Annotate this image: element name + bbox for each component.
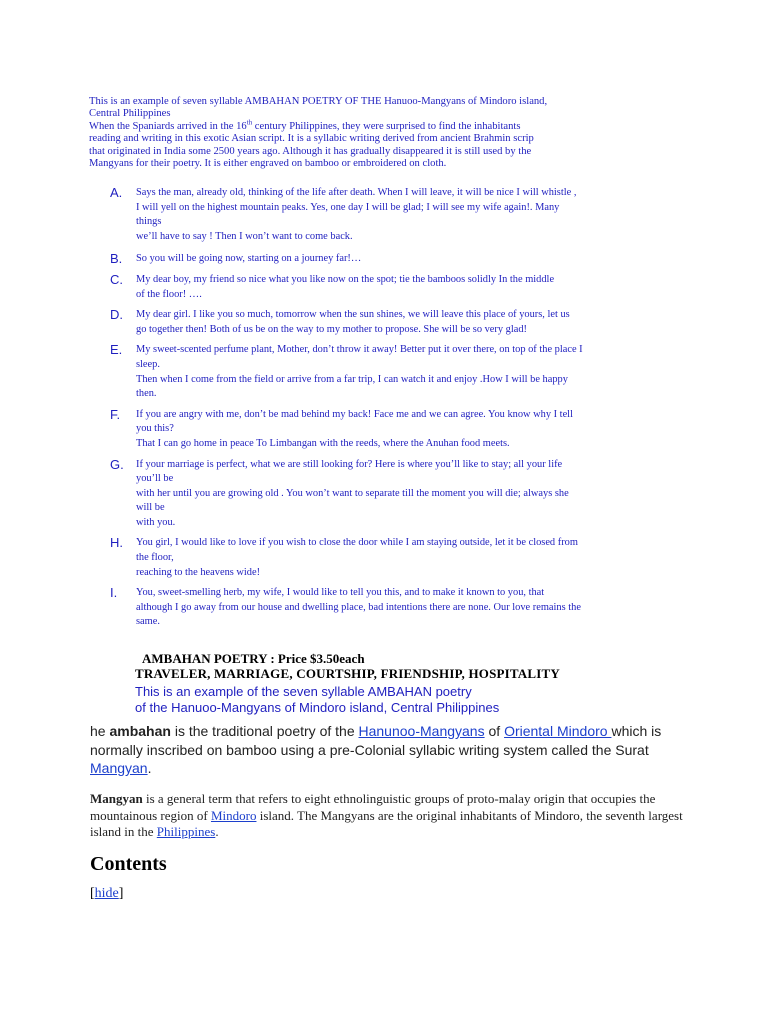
poem-list xyxy=(110,186,690,630)
ambahan-price-title: AMBAHAN POETRY : Price $3.50each xyxy=(142,651,365,666)
poem-item xyxy=(110,536,690,580)
poem-line: we’ll have to say ! Then I won’t want to come back. xyxy=(136,230,353,242)
intro-line: reading and writing in this exotic Asian script. It is a syllabic writing derived from ancient Brahmin scrip xyxy=(89,133,534,145)
poem-text xyxy=(136,252,690,267)
poem-line: will be xyxy=(136,502,165,514)
poem-item xyxy=(110,252,690,267)
poem-text xyxy=(136,408,690,452)
poem-letter: H. xyxy=(110,535,123,551)
poem-line: with you. xyxy=(136,516,176,528)
poem-line: Says the man, already old, thinking of the life after death. When I will leave, it will be nice I will whistle , xyxy=(136,187,577,198)
poem-item xyxy=(110,408,690,452)
intro-line: Central Philippines xyxy=(89,108,171,120)
poem-text xyxy=(136,586,690,630)
poem-line: That I can go home in peace To Limbangan with the reeds, where the Anuhan food meets. xyxy=(136,437,510,449)
poem-letter: F. xyxy=(110,406,121,422)
hide-toc-link[interactable]: hide xyxy=(94,886,119,901)
mangyan-wiki-paragraph xyxy=(90,791,690,841)
poem-text xyxy=(136,458,690,531)
intro-line: This is an example of seven syllable AMBAHAN POETRY OF THE Hanuoo-Mangyans of Mindoro island, xyxy=(89,96,548,107)
poem-letter: D. xyxy=(110,307,123,323)
ambahan-desc-line: This is an example of the seven syllable AMBAHAN poetry xyxy=(135,684,472,699)
poem-line: then. xyxy=(136,388,157,400)
ordinal-suffix: th xyxy=(246,118,253,127)
poem-line: although I go away from our house and dwelling place, bad intentions there are none. Our love remains the xyxy=(136,601,581,613)
poem-line: go together then! Both of us be on the way to my mother to propose. She will be so very glad! xyxy=(136,323,528,335)
hanunoo-mangyans-link[interactable]: Hanunoo-Mangyans xyxy=(358,723,485,739)
ambahan-categories: TRAVELER, MARRIAGE, COURTSHIP, FRIENDSHIP, HOSPITALITY xyxy=(135,666,560,681)
poem-line: Then when I come from the field or arrive from a far trip, I can watch it and enjoy .How I will be happy xyxy=(136,373,568,385)
intro-line: that originated in India some 2500 years ago. Although it has gradually disappeared it is still used by the xyxy=(89,145,532,157)
poem-text xyxy=(136,536,690,580)
poem-line: I will yell on the highest mountain peaks. Yes, one day I will be glad; I will see my wife again!. Many xyxy=(136,201,560,213)
paragraph-text: is a general term that refers to eight ethnolinguistic groups of proto-malay origin that occupies the mountainous region of xyxy=(90,791,656,823)
oriental-mindoro-link[interactable]: Oriental Mindoro xyxy=(504,723,612,739)
philippines-link[interactable]: Philippines xyxy=(156,824,216,839)
poem-line: of the floor! …. xyxy=(136,288,202,300)
poem-line: My sweet-scented perfume plant, Mother, don’t throw it away! Better put it over there, on top of the place I xyxy=(136,344,583,356)
poem-line: My dear boy, my friend so nice what you like now on the spot; tie the bamboos solidly In the middle xyxy=(136,273,555,285)
mindoro-link[interactable]: Mindoro xyxy=(210,807,257,823)
poem-line: with her until you are growing old . You won’t want to separate till the moment you will die; always she xyxy=(136,487,569,499)
poem-line: You girl, I would like to love if you wish to close the door while I am staying outside, let it be closed from xyxy=(136,537,578,549)
intro-text: century Philippines, they were surprised to find the inhabitants xyxy=(252,120,521,132)
poem-line: the floor, xyxy=(136,552,174,564)
intro-line: Mangyans for their poetry. It is either engraved on bamboo or embroidered on cloth. xyxy=(89,158,447,170)
poem-line: sleep. xyxy=(136,358,160,370)
paragraph-text: . xyxy=(215,824,219,839)
poem-item xyxy=(110,273,690,302)
poem-line: If your marriage is perfect, what we are still looking for? Here is where you’ll like to stay; all your life xyxy=(136,458,563,470)
poem-letter: E. xyxy=(110,342,123,358)
poem-item xyxy=(110,186,690,244)
poem-item xyxy=(110,458,690,531)
poem-line: reaching to the heavens wide! xyxy=(136,566,261,578)
poem-letter: A. xyxy=(110,185,123,200)
poem-line: same. xyxy=(136,616,160,628)
paragraph-text: he xyxy=(90,723,110,739)
poem-line: So you will be going now, starting on a journey far!… xyxy=(136,253,362,265)
paragraph-text: which is normally inscribed on bamboo using a pre-Colonial syllabic writing system called the Surat xyxy=(90,723,662,758)
poem-line: you this? xyxy=(136,423,174,435)
ambahan-term: ambahan xyxy=(109,723,171,739)
poem-item xyxy=(110,343,690,401)
poem-letter: I. xyxy=(110,585,118,601)
paragraph-text: . xyxy=(147,760,152,776)
poem-line: You, sweet-smelling herb, my wife, I would like to tell you this, and to make it known to you, that xyxy=(136,587,545,599)
intro-text: When the Spaniards arrived in the 16 xyxy=(89,120,247,132)
bracket: ] xyxy=(118,886,124,901)
ambahan-desc-line: of the Hanuoo-Mangyans of Mindoro island, Central Philippines xyxy=(135,700,500,715)
ambahan-description xyxy=(135,684,499,716)
intro-line xyxy=(89,118,669,133)
poem-text xyxy=(136,343,690,401)
poem-text xyxy=(136,308,690,337)
bracket: [ xyxy=(90,886,95,901)
intro-paragraph xyxy=(89,96,669,170)
toc-toggle xyxy=(90,886,123,902)
poem-line: you’ll be xyxy=(136,473,174,485)
paragraph-text: of xyxy=(484,723,505,739)
paragraph-text: island. The Mangyans are the original inhabitants of Mindoro, the seventh largest island in the xyxy=(90,807,683,839)
poem-text xyxy=(136,186,690,244)
poem-line: My dear girl. I like you so much, tomorrow when the sun shines, we will leave this place of yours, let us xyxy=(136,309,570,321)
poem-item xyxy=(110,308,690,337)
mangyan-term: Mangyan xyxy=(90,791,143,806)
mangyan-link[interactable]: Mangyan xyxy=(90,760,148,776)
paragraph-text: is the traditional poetry of the xyxy=(170,723,359,739)
poem-letter: G. xyxy=(110,456,124,472)
poem-letter: C. xyxy=(110,271,123,287)
poem-text xyxy=(136,273,690,302)
poem-item xyxy=(110,586,690,630)
ambahan-wiki-paragraph xyxy=(90,722,690,778)
contents-heading: Contents xyxy=(90,853,167,875)
poem-letter: B. xyxy=(110,251,123,267)
poem-line: things xyxy=(136,216,162,228)
poem-line: If you are angry with me, don’t be mad behind my back! Face me and we can agree. You know why I tell xyxy=(136,408,573,420)
